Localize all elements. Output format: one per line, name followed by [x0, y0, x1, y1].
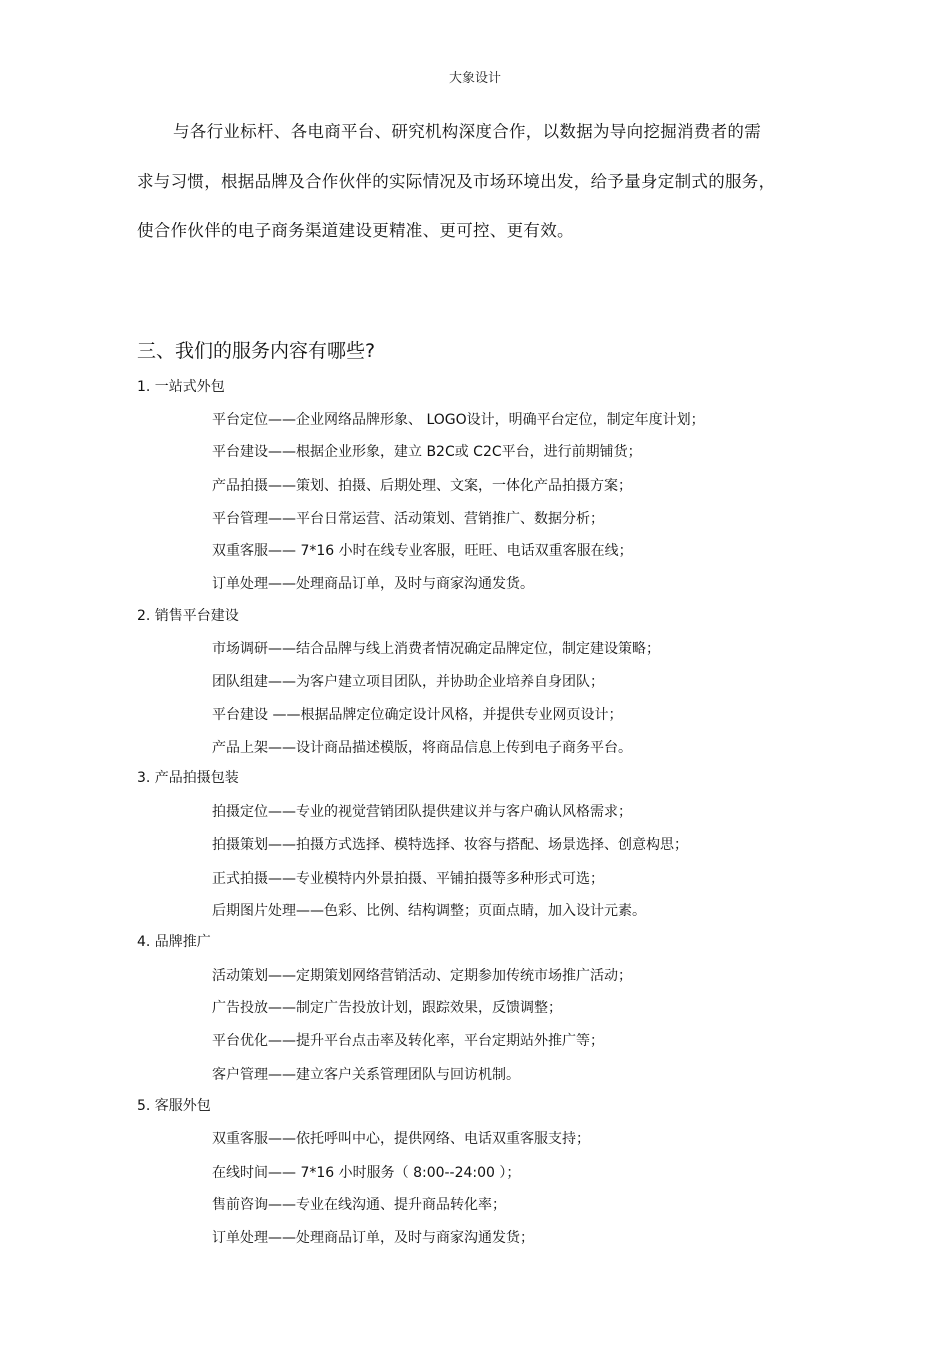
- sub-heading-5: 5. 客服外包: [137, 1098, 211, 1114]
- intro-line-3: 使合作伙伴的电子商务渠道建设更精准、更可控、更有效。: [137, 221, 574, 240]
- list-item: 订单处理——处理商品订单，及时与商家沟通发货。: [212, 576, 534, 592]
- list-item: 平台建设 ——根据品牌定位确定设计风格，并提供专业网页设计；: [212, 707, 623, 723]
- list-item: 售前咨询——专业在线沟通、提升商品转化率；: [212, 1197, 506, 1213]
- list-item: 广告投放——制定广告投放计划，跟踪效果，反馈调整；: [212, 1000, 562, 1016]
- list-item: 客户管理——建立客户关系管理团队与回访机制。: [212, 1067, 520, 1083]
- list-item: 产品上架——设计商品描述模版，将商品信息上传到电子商务平台。: [212, 740, 632, 756]
- list-item: 团队组建——为客户建立项目团队，并协助企业培养自身团队；: [212, 674, 604, 690]
- sub-heading-1: 1. 一站式外包: [137, 379, 225, 395]
- sub-heading-4: 4. 品牌推广: [137, 934, 211, 950]
- list-item: 后期图片处理——色彩、比例、结构调整；页面点睛，加入设计元素。: [212, 903, 646, 919]
- page-header: 大象设计: [448, 71, 501, 86]
- list-item: 平台优化——提升平台点击率及转化率，平台定期站外推广等；: [212, 1033, 604, 1049]
- section-title: 三、我们的服务内容有哪些?: [137, 340, 376, 362]
- list-item: 平台建设——根据企业形象，建立 B2C或 C2C平台，进行前期铺货；: [212, 444, 642, 460]
- list-item: 拍摄定位——专业的视觉营销团队提供建议并与客户确认风格需求；: [212, 804, 632, 820]
- list-item: 活动策划——定期策划网络营销活动、定期参加传统市场推广活动；: [212, 968, 632, 984]
- sub-heading-3: 3. 产品拍摄包装: [137, 770, 239, 786]
- intro-line-1: 与各行业标杆、各电商平台、研究机构深度合作，以数据为导向挖掘消费者的需: [173, 122, 761, 141]
- list-item: 在线时间—— 7*16 小时服务（ 8:00--24:00 ）；: [212, 1165, 521, 1181]
- list-item: 平台管理——平台日常运营、活动策划、营销推广、数据分析；: [212, 511, 604, 527]
- sub-heading-2: 2. 销售平台建设: [137, 608, 239, 624]
- list-item: 产品拍摄——策划、拍摄、后期处理、文案，一体化产品拍摄方案；: [212, 478, 632, 494]
- list-item: 平台定位——企业网络品牌形象、 LOGO设计，明确平台定位，制定年度计划；: [212, 412, 705, 428]
- intro-line-2: 求与习惯，根据品牌及合作伙伴的实际情况及市场环境出发，给予量身定制式的服务，: [137, 172, 776, 191]
- list-item: 订单处理——处理商品订单，及时与商家沟通发货；: [212, 1230, 534, 1246]
- list-item: 正式拍摄——专业模特内外景拍摄、平铺拍摄等多种形式可选；: [212, 871, 604, 887]
- list-item: 市场调研——结合品牌与线上消费者情况确定品牌定位，制定建设策略；: [212, 641, 660, 657]
- list-item: 双重客服—— 7*16 小时在线专业客服，旺旺、电话双重客服在线；: [212, 543, 633, 559]
- list-item: 双重客服——依托呼叫中心，提供网络、电话双重客服支持；: [212, 1131, 590, 1147]
- list-item: 拍摄策划——拍摄方式选择、模特选择、妆容与搭配、场景选择、创意构思；: [212, 837, 688, 853]
